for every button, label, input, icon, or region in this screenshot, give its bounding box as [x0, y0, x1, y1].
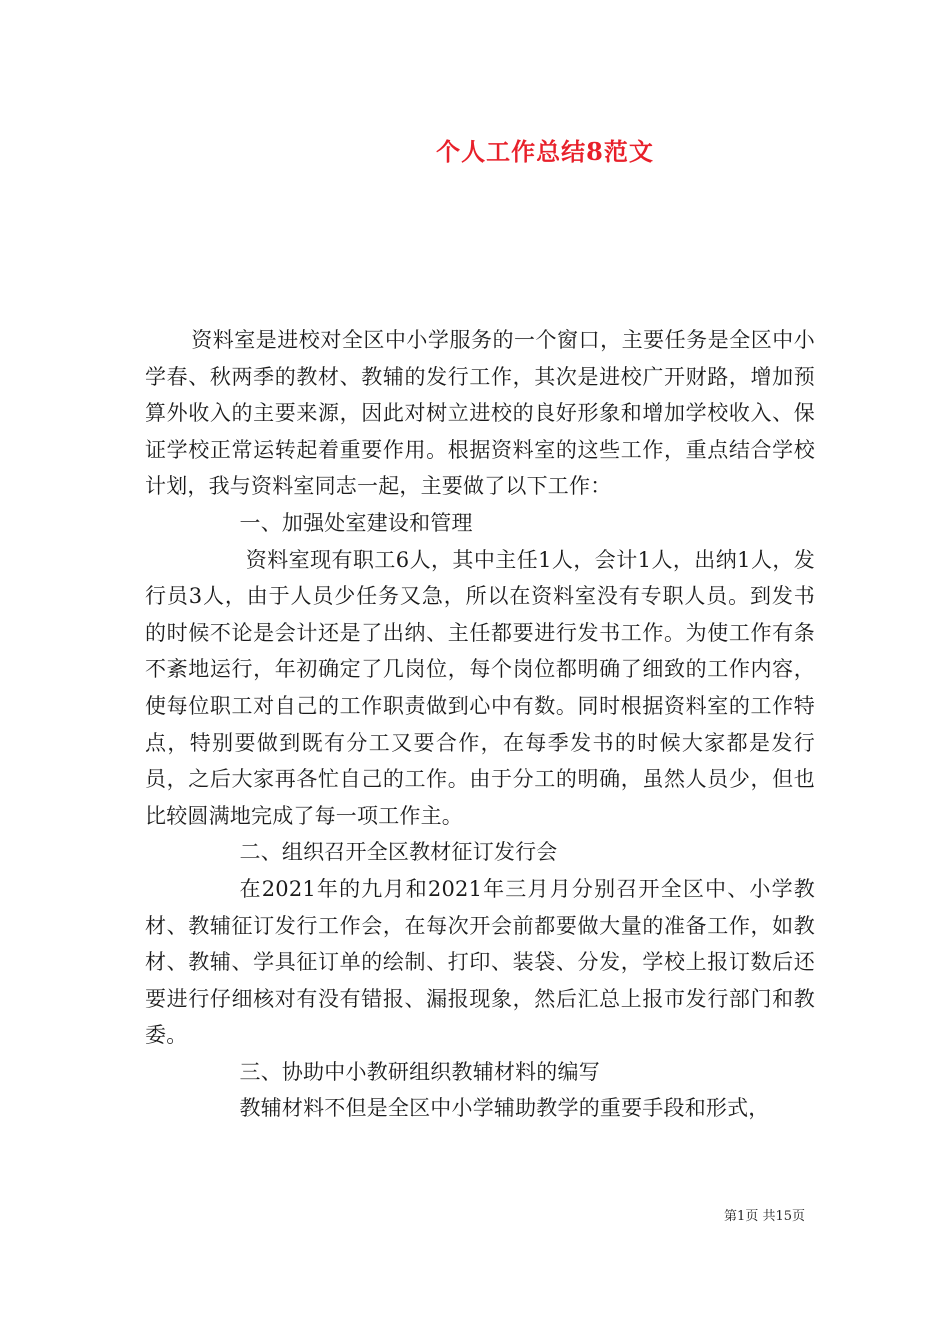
- section-1-paragraph: 资料室现有职工6人，其中主任1人，会计1人，出纳1人，发行员3人，由于人员少任务又急，所以在资料室没有专职人员。到发书的时候不论是会计还是了出纳、主任都要进行发书工作。为使工作有条不紊地运行，年初确定了几岗位，每个岗位都明确了细致的工作内容，使每位职工对自己的工作职责做到心中有数。同时根据资料室的工作特点，特别要做到既有分工又要合作，在每季发书的时候大家都是发行员，之后大家再各忙自己的工作。由于分工的明确，虽然人员少，但也比较圆满地完成了每一项工作主。: [145, 547, 815, 828]
- section-heading-3: 三、协助中小教研组织教辅材料的编写: [239, 1059, 600, 1084]
- page-number-footer: 第1页 共15页: [724, 1209, 805, 1224]
- section-2-paragraph: 在2021年的九月和2021年三月月分别召开全区中、小学教材、教辅征订发行工作会，在每次开会前都要做大量的准备工作，如教材、教辅、学具征订单的绘制、打印、装袋、分发，学校上报订数后还要进行仔细核对有没有错报、漏报现象，然后汇总上报市发行部门和教委。: [145, 876, 815, 1048]
- intro-paragraph: 资料室是进校对全区中小学服务的一个窗口，主要任务是全区中小学春、秋两季的教材、教辅的发行工作，其次是进校广开财路，增加预算外收入的主要来源，因此对树立进校的良好形象和增加学校收入、保证学校正常运转起着重要作用。根据资料室的这些工作，重点结合学校计划，我与资料室同志一起，主要做了以下工作：: [145, 328, 815, 499]
- section-3-paragraph: 教辅材料不但是全区中小学辅助教学的重要手段和形式，: [239, 1096, 770, 1121]
- page-title: 个人工作总结8范文: [436, 137, 654, 166]
- document-body: [145, 322, 815, 1127]
- section-heading-2: 二、组织召开全区教材征订发行会: [239, 840, 558, 865]
- section-heading-1: 一、加强处室建设和管理: [239, 510, 473, 535]
